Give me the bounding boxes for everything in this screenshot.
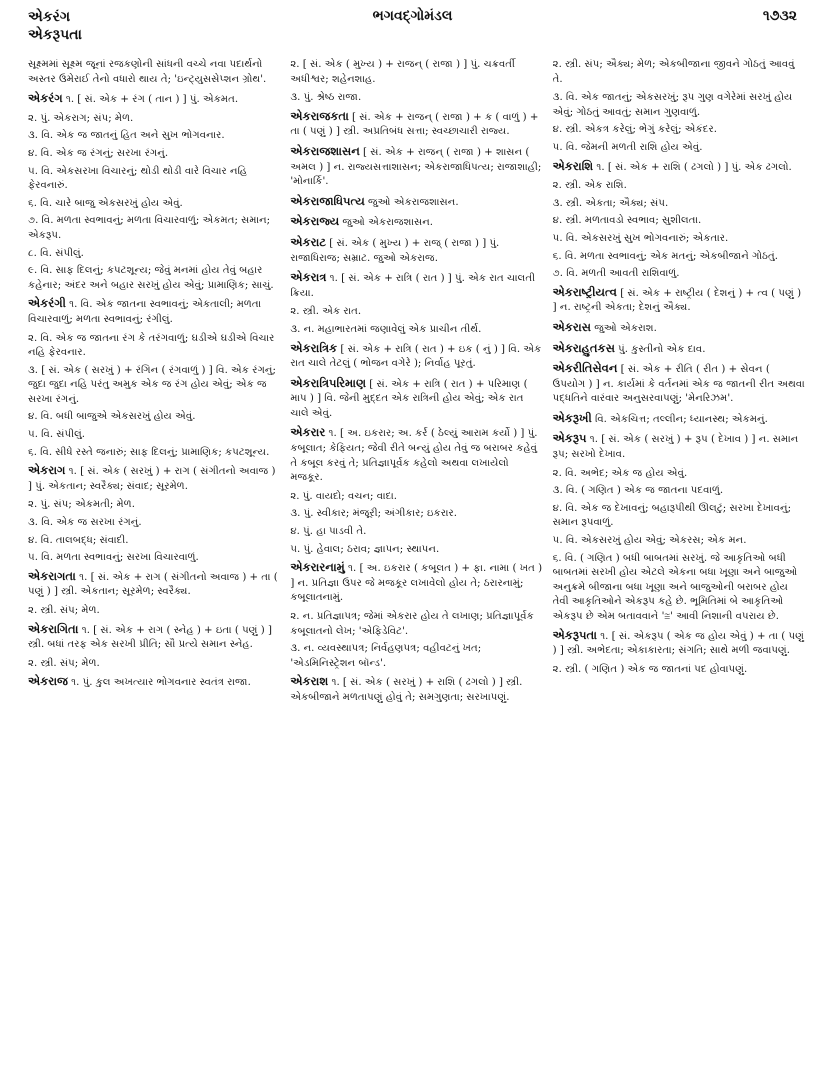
entry-sense: ૩. પું. શ્રેષ્ઠ રાજા.	[290, 92, 362, 104]
dictionary-entry	[290, 560, 542, 606]
entry-definition: [ સં. એક + રાજન્ ( રાજા ) + શાસન ( અમલ ) ] ન. રાજ્યસત્તાશાસન; એકરાજાધિપત્ય; રાજાશાહી; 'મોનાર્કિ'.	[290, 146, 542, 188]
entry-headword: એકરૂપતા	[552, 627, 597, 642]
entry-headword: એકરાજ	[28, 674, 68, 689]
entry-sense: ૪. સ્ત્રી. એકત્ર કરેલું; ભેગું કરેલું; એકંદર.	[552, 124, 717, 136]
dictionary-entry	[28, 622, 280, 653]
dictionary-entry	[290, 270, 542, 301]
dictionary-entry	[290, 341, 542, 372]
entry-sense: ૨. સ્ત્રી. સંપ; મેળ.	[28, 657, 100, 669]
entry-sense: ૪. વિ. બધી બાજુએ એકસરખું હોય એવું.	[28, 411, 196, 423]
dictionary-entry	[290, 214, 542, 231]
dictionary-entry	[553, 431, 805, 462]
dictionary-entry	[290, 235, 542, 266]
entry-definition: ૧. [ સં. એક + રાશિ ( ઢગલો ) ] પું. એક ઢગલો.	[596, 161, 792, 173]
page-header	[28, 8, 797, 48]
entry-sense: ૩. ન. મહાભારતમાં જણાવેલું એક પ્રાચીન તીર્થ.	[290, 323, 482, 335]
entry-sense: ૨. વિ. અભેદ; એક જ હોય એવું.	[552, 467, 688, 479]
entry-definition: ૧. [ સં. એક + રાગ ( સ્નેહ ) + ઇતા ( પણું ) ] સ્ત્રી. બધાં તરફ એક સરખી પ્રીતિ; સૌ પ્રત્યે સમાન સ્નેહ.	[28, 624, 272, 651]
entry-sense: ૨. સ્ત્રી. સંપ; મેળ.	[28, 605, 100, 616]
dictionary-entry	[28, 674, 280, 691]
entry-sense: ૩. [ સં. એક ( સરખું ) + રંગિન ( રંગવાળું ) ] વિ. એક રંગનું; જુદા જુદા નહિ પરંતુ અમુક એક જ રંગ હોય એવું; એક જ સરખા રંગનું.	[28, 364, 276, 405]
entry-sense: ૫. વિ. જેમની મળતી રાશિ હોય એવું.	[552, 141, 703, 153]
dictionary-entry	[28, 58, 280, 87]
column-2	[290, 58, 542, 1079]
entry-sense: ૩. વિ. એક જ સરખા રંગનું.	[28, 517, 142, 529]
entry-sense: ૨. સ્ત્રી. એક રાત.	[290, 306, 362, 318]
entry-headword: એકરાષ્ટ્રીયત્વ	[552, 284, 617, 299]
page-number: ૧૭૩૨	[762, 8, 797, 24]
dictionary-entry	[290, 144, 542, 190]
dictionary-entry	[28, 463, 280, 494]
entry-headword: એકરાત્ર	[290, 270, 327, 285]
dictionary-entry	[553, 320, 805, 337]
dictionary-entry	[290, 109, 542, 140]
entry-definition: [ સં. એક ( મુખ્ય ) + રાજ્ ( રાજા ) ] પું. રાજાધિરાજ; સમ્રાટ. જુઓ એકરાજ.	[290, 237, 500, 264]
entry-definition: ૧. [ સં. એક ( સરખું ) + રૂપ ( દેખાવ ) ] ન. સમાન રૂપ; સરખો દેખાવ.	[552, 434, 799, 461]
entry-sense: ૨. ન. પ્રતિજ્ઞાપત્ર; જેમાં એકરાર હોય તે લખાણ; પ્રતિજ્ઞાપૂર્વક કબૂલાતનો લેખ; 'એફિડેવિટ'.	[290, 611, 534, 637]
entry-definition: [ સં. એક + રાજન્ ( રાજા ) + ક ( વાળું ) + તા ( પણું ) ] સ્ત્રી. અપ્રતિબંધ સત્તા; સ્વચ્છાચારી રાજ્ય.	[290, 111, 539, 138]
entry-sense: ૨. પું. વાયદો; વચન; વાદા.	[290, 490, 397, 502]
entry-sense: ૭. વિ. મળતી આવતી રાશિવાળું.	[552, 268, 680, 280]
entry-sense: ૩. ન. વ્યવસ્થાપત્ર; નિર્વહણપત્ર; વહીવટનું ખત; 'એડમિનિસ્ટ્રેશન બૉન્ડ'.	[290, 643, 482, 669]
entry-headword: એકરાશ	[290, 674, 329, 689]
entry-sense: ૪. વિ. એક જ રંગનું; સરખા રંગનું.	[28, 147, 169, 159]
entry-headword: એકરાગ	[28, 463, 66, 478]
dictionary-entry	[553, 341, 805, 358]
entry-sense: ૨. પું. સંપ; એકમતી; મેળ.	[28, 499, 135, 511]
dictionary-entry	[28, 91, 280, 108]
entry-definition: ૧. [ સં. એક + રાત્રિ ( રાત ) ] પું. એક રાત ચાલતી ક્રિયા.	[290, 273, 536, 299]
entry-headword: એકરંગ	[28, 91, 63, 106]
entry-definition: સૂક્ષ્મમાં સૂક્ષ્મ જૂનાં રજકણોની સાંધની વચ્ચે નવા પદાર્થનો અસ્તર ઉમેરાઈ તેનો વધારો થાય તે; 'ઇન્ટ્યુસસેપ્શન ગ્રોથ'.	[28, 59, 267, 85]
entry-headword: એકરાહુતકસ	[552, 340, 615, 355]
entry-definition: [ સં. એક + રીતિ ( રીત ) + સેવન ( ઉપયોગ ) ] ન. કાર્યમાં કે વર્તનમાં એક જ જાતની રીત અથવા પદ્ધતિને વારંવાર અનુસરવાપણું; 'મેનરિઝમ'.	[552, 364, 805, 405]
entry-sense: ૩. પું. સ્વીકાર; મંજૂરી; અંગીકાર; ઇકરાર.	[290, 508, 458, 520]
guide-word-last: એકરૂપતા	[28, 27, 82, 43]
entry-sense: ૨. પું. એકરાગ; સંપ; મેળ.	[28, 112, 134, 124]
entry-definition: ૨. [ સં. એક ( મુખ્ય ) + રાજન્ ( રાજા ) ] પું. ચક્રવર્તી અધીશ્વર; શહેનશાહ.	[290, 59, 515, 85]
entry-sense: ૫. વિ. એકસરખા વિચારનું; થોડી થોડી વારે વિચાર નહિ ફેરવનારું.	[28, 165, 248, 192]
dictionary-entry	[28, 569, 280, 600]
entry-definition: [ સં. એક + રાત્રિ ( રાત ) + ઇક ( નું ) ] વિ. એક રાત ચાલે તેટલું ( ભોજન વગેરે ); નિર્વાહ પૂરતું.	[290, 343, 542, 370]
entry-sense: ૫. વિ. મળતા સ્વભાવનું; સરખા વિચારવાળું.	[28, 552, 199, 564]
entry-definition: ૧. વિ. એક જાતના સ્વભાવનું; એકતાલી; મળતા વિચારવાળું; મળતા સ્વભાવનું; રંગીલું.	[28, 299, 262, 325]
entry-definition: ૧. [ અ. ઇકરાર; અ. કર્ર ( ઠેલ્યું આરામ કર્યો ) ] પું. કબૂલાત; કેફિયત; જેવી રીતે બન્યું હોય તેવું જ બરાબર કહેવું તે કબૂલ કરવું તે; પ્રતિજ્ઞાપૂર્વક કહેલો અથવા લખાયેલો મજકૂર.	[290, 428, 538, 484]
entry-sense: ૯. વિ. સાફ દિલનું; કપટશૂન્ય; જેવું મનમાં હોય તેવું બહાર કહેનાર; અંદર અને બહાર સરખું હોય એવું; પ્રામાણિક; સાચું.	[28, 265, 274, 291]
entry-headword: એકરાટ	[290, 234, 327, 249]
entry-definition: ૧. [ સં. એક + રાગ ( સંગીતનો અવાજ ) + તા ( પણું ) ] સ્ત્રી. એકતાન; સૂરમેળ; સ્વરૈક્ય.	[28, 571, 278, 598]
entry-definition: ૧. [ સં. એક ( સરખું ) + રાગ ( સંગીતનો અવાજ ) ] પું. એકતાન; સ્વરૈક્ય; સંવાદ; સૂરમેળ.	[28, 466, 276, 492]
dictionary-columns	[28, 58, 805, 1079]
entry-definition: પું. કુસ્તીનો એક દાવ.	[618, 343, 706, 355]
entry-headword: એકરાત્રિપરિમાણ	[290, 375, 366, 390]
entry-definition: ૧. પું. કુલ અખત્યાર ભોગવનાર સ્વતંત્ર રાજા.	[71, 677, 251, 689]
entry-headword: એકરાત્રિક	[290, 340, 338, 355]
dictionary-entry	[290, 674, 542, 705]
entry-sense: ૪. વિ. એક જ દેખાવનું; બહારૂપીથી ઊલટું; સરખા દેખાવનું; સમાન રૂપવાળું.	[552, 502, 792, 529]
entry-sense: ૬. વિ. ચારે બાજુ એકસરખું હોય એવું.	[28, 197, 183, 209]
entry-headword: એકરંગી	[28, 296, 66, 311]
entry-definition: ૧. [ સં. એકરૂપ ( એક જ હોય એવું ) + તા ( પણું ) ] સ્ત્રી. અભેદતા; એકાકારતા; સંગતિ; સાથે મળી જવાપણું.	[552, 630, 804, 657]
entry-definition: ૧. [ અ. ઇકરાર ( કબૂલત ) + ફા. નામા ( ખત ) ] ન. પ્રતિજ્ઞા ઉપર જે મજકૂર લખાવેલો હોય તે; ઠરારનામું; કબૂલાતનામું.	[290, 563, 543, 604]
entry-headword: એકરૂપ	[552, 431, 587, 446]
entry-headword: એકરાજકતા	[290, 108, 349, 123]
column-3	[553, 58, 805, 1079]
entry-sense: ૪. પું. હા પાડવી તે.	[290, 526, 367, 538]
column-1	[28, 58, 280, 1079]
entry-sense: ૪. સ્ત્રી. મળતાવડો સ્વભાવ; સુશીલતા.	[552, 215, 702, 227]
entry-headword: એકરારનામું	[290, 560, 345, 575]
entry-headword: એકરાસ	[552, 319, 591, 334]
entry-definition: ૧. [ સં. એક ( સરખું ) + રાશિ ( ઢગલો ) ] સ્ત્રી. એકબીજાને મળતાપણું હોવું તે; સમગુણતા; સરખાપણું.	[290, 677, 523, 703]
entry-headword: એકરાજશાસન	[290, 143, 360, 158]
entry-sense: ૮. વિ. સંપીલું.	[28, 247, 84, 259]
entry-sense: ૫. વિ. એકસરખું સુખ ભોગવનારું; એકતાર.	[552, 232, 729, 244]
entry-headword: એકરાગિતા	[28, 621, 79, 636]
entry-definition: [ સં. એક + રાષ્ટ્રીય ( દેશનું ) + ત્વ ( પણું ) ] ન. રાષ્ટ્રની એકતા; દેશનું ઐક્ય.	[552, 287, 802, 314]
dictionary-entry	[553, 361, 805, 407]
entry-headword: એકરાર	[290, 425, 326, 440]
entry-sense: ૩. વિ. એક જ જાતનું હિત અને સુખ ભોગવનાર.	[28, 130, 225, 142]
entry-headword: એકરૂખી	[552, 410, 592, 425]
dictionary-entry	[290, 425, 542, 485]
entry-definition: જુઓ એકરાજશાસન.	[368, 196, 459, 208]
entry-sense: ૨. સ્ત્રી. ( ગણિત ) એક જ જાતનાં પદ હોવાપણું.	[552, 663, 748, 675]
entry-sense: ૬. વિ. મળતા સ્વભાવનું; એક મતનું; એકબીજાને ગોઠતું.	[552, 250, 778, 262]
entry-sense: ૩. વિ. ( ગણિત ) એક જ જાતના પદવાળું.	[552, 485, 724, 497]
dictionary-entry	[553, 159, 805, 176]
entry-definition: જુઓ એકરાશ.	[594, 322, 657, 334]
entry-sense: ૩. વિ. એક જાતનું; એકસરખું; રૂપ ગુણ વગેરેમાં સરખું હોય એવું; ગોઠતું આવતું; સમાન ગુણવાળું.	[552, 92, 793, 118]
entry-sense: ૫. વિ. એકસરખું હોય એવું; એકરસ; એક મન.	[552, 535, 747, 547]
dictionary-entry	[290, 376, 542, 422]
entry-headword: એકરાજાધિપત્ય	[290, 193, 365, 208]
entry-sense: ૪. વિ. તાલબદ્ધ; સંવાદી.	[28, 534, 129, 546]
guide-word-first: એકરંગ	[28, 9, 71, 25]
entry-sense: ૨. સ્ત્રી. એક રાશિ.	[552, 180, 627, 192]
dictionary-entry	[28, 296, 280, 327]
entry-sense: ૫. વિ. સંપીલું.	[28, 429, 86, 441]
entry-sense: ૬. વિ. ( ગણિત ) બધી બાબતમાં સરખું. જે આકૃતિઓ બધી બાબતમાં સરખી હોય એટલે એકના બધા ખૂણા અને બાજુઓ અનુક્રમે બીજાના બધા ખૂણા અને બાજુઓની બરાબર હોય તેવી આકૃતિઓને એકરૂપ કહે છે. ભૂમિતિમાં બે આકૃતિઓ એકરૂપ છે એમ બતાવવાને '≅' આવી નિશાની વપરાય છે.	[552, 552, 798, 622]
entry-sense: ૨. વિ. એક જ જાતના રંગ કે તરંગવાળું; ઘડીએ ઘડીએ વિચાર નહિ ફેરવનાર.	[28, 332, 275, 359]
dictionary-entry	[553, 628, 805, 659]
entry-definition: ૨. સ્ત્રી. સંપ; ઐક્ય; મેળ; એકબીજાના જીવને ગોઠતું આવવું તે.	[552, 59, 795, 85]
entry-headword: એકરાગતા	[28, 568, 76, 583]
dictionary-entry	[553, 285, 805, 316]
dictionary-entry	[290, 194, 542, 211]
dictionary-entry	[290, 58, 542, 87]
entry-sense: ૩. સ્ત્રી. એકતા; ઐક્ય; સંપ.	[552, 197, 669, 209]
entry-sense: ૭. વિ. મળતા સ્વભાવનું; મળતા વિચારવાળું; એકમત; સમાન; એકરૂપ.	[28, 215, 271, 241]
entry-sense: ૫. પું. હેવાલ; ઠરાવ; જ્ઞાપન; સ્થાપન.	[290, 543, 440, 555]
entry-definition: [ સં. એક + રાત્રિ ( રાત ) + પરિમાણ ( માપ ) ] વિ. જેની મુદ્દત એક રાત્રિની હોય એવું; એક રાત ચાલે એવું.	[290, 378, 528, 419]
entry-definition: વિ. એકચિત્ત; તલ્લીન; ધ્યાનસ્થ; એકમનું.	[595, 413, 768, 425]
entry-sense: ૬. વિ. સીધે રસ્તે જનારું; સાફ દિલનું; પ્રામાણિક; કપટશૂન્ય.	[28, 446, 270, 458]
entry-headword: એકરાશિ	[552, 158, 594, 173]
dictionary-entry	[553, 58, 805, 87]
entry-definition: ૧. [ સં. એક + રંગ ( તાન ) ] પું. એકમત.	[65, 94, 239, 106]
running-title: ભગવદ્ગોમંડલ	[372, 8, 453, 24]
dictionary-entry	[553, 411, 805, 428]
entry-definition: જુઓ એકરાજશાસન.	[342, 217, 434, 229]
entry-headword: એકરીતિસેવન	[552, 361, 618, 376]
entry-headword: એકરાજ્ય	[290, 214, 340, 229]
